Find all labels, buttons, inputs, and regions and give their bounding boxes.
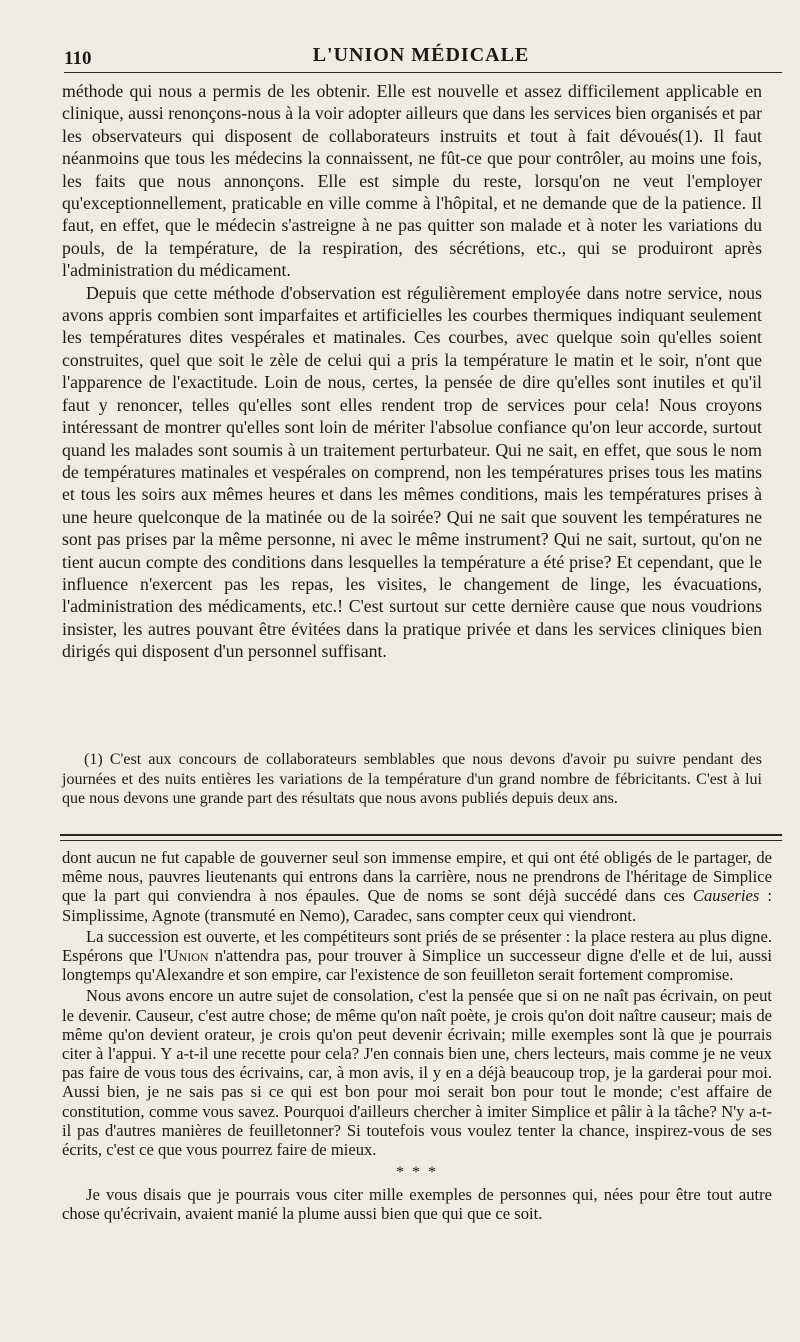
feuilleton-text: dont aucun ne fut capable de gouverner seul son immense empire, et qui ont été obligés de le partager, de même nous, pauvres lieutenants qui entrons dans la carrière, nous ne prendrons de l'héritage de Simplice que la part qui conviendra à nos épaules. Que de noms se sont déjà succédé dans ces — [62, 848, 772, 906]
page-number: 110 — [64, 48, 92, 69]
footnote — [62, 750, 762, 809]
main-text — [62, 80, 762, 663]
paragraph: méthode qui nous a permis de les obtenir. Elle est nouvelle et assez difficilement applicable en clinique, aussi renonçons-nous à la voir adopter ailleurs que dans les services bien organisés et par les observateurs qui disposent de collaborateurs instruits et tout à fait dévoués(1). Il faut néanmoins que tous les médecins la connaissent, ne fût-ce que pour contrôler, au moins une fois, les faits que nous annonçons. Elle est simple du reste, lorsqu'on ne veut l'employer qu'exceptionnellement, praticable en ville comme à l'hôpital, et ne demande que de la patience. Il faut, en effet, que le médecin s'astreigne à ne pas quitter son malade et à noter les variations du pouls, de la température, de la respiration, des sécrétions, etc., qui se produiront après l'administration du médicament. — [62, 81, 762, 281]
journal-name: Union — [166, 946, 209, 966]
feuilleton-paragraph — [62, 848, 772, 925]
page-header — [64, 40, 778, 70]
feuilleton-text: La succession est ouverte, et les compétiteurs sont priés de se présenter : la place restera au plus digne. Espérons que l' — [62, 926, 772, 966]
causeries-title: Causeries — [692, 886, 760, 906]
running-title: L'UNION MÉDICALE — [312, 44, 530, 66]
feuilleton-paragraph: Nous avons encore un autre sujet de consolation, c'est la pensée que si on ne naît pas écrivain, on peut le devenir. Causeur, c'est autre chose; de même qu'on naît poète, je crois qu'on doit naître causeur; mais de même qu'on devient orateur, je crois qu'on peut devenir écrivain; mille exemples sont là que je pourrais citer à l'appui. Y a-t-il une recette pour cela? J'en connais bien une, chers lecteurs, mais comme je ne veux pas faire de vous tous des écrivains, car, à mon avis, il y en a déjà beaucoup trop, je la garderai pour moi. Aussi bien, je ne sais pas si ce qui est bon pour moi serait bon pour tout le monde; c'est affaire de constitution, comme vous savez. Pourquoi d'ailleurs chercher à imiter Simplice et pâlir à la tâche? N'y a-t-il pas d'autres manières de feuilletonner? Si toutefois vous voulez tenter la chance, inspirez-vous de ses écrits, c'est ce que vous pourrez faire de mieux. — [62, 986, 772, 1160]
feuilleton-separator — [60, 834, 782, 841]
feuilleton-text: n'attendra pas, pour trouver à Simplice un successeur digne d'elle et de lui, aussi longtemps qu'Alexandre et son empire, car l'existence de son feuilleton serait fortement compromise. — [62, 946, 772, 985]
feuilleton-text: : Simplissime, Agnote (transmuté en Nemo), Caradec, sans compter ceux qui viendront. — [62, 886, 772, 925]
paragraph: Depuis que cette méthode d'observation est régulièrement employée dans notre service, nous avons appris combien sont imparfaites et artificielles les courbes thermiques indiquant seulement les températures dites vespérales et matinales. Ces courbes, avec quelque soin qu'elles soient construites, quel que soit le zèle de celui qui a pris la température le matin et le soir, n'ont que l'apparence de l'exactitude. Loin de nous, certes, la pensée de dire qu'elles sont inutiles et qu'il faut y renoncer, telles qu'elles sont elles rendent trop de services pour cela! Nous croyons intéressant de montrer qu'elles sont loin de mériter l'absolue confiance qu'on leur accorde, surtout quand les malades sont soumis à un traitement perturbateur. Qui ne sait, en effet, que sous le nom de températures matinales et vespérales on comprend, non les températures prises tous les matins et tous les soirs aux mêmes heures et dans les mêmes conditions, mais les températures prises à une heure quelconque de la matinée ou de la soirée? Qui ne sait que souvent les températures ne sont pas prises par la même personne, ni avec le même instrument? Qui ne sait, surtout, qu'on ne tient aucun compte des conditions dans lesquelles la température a été prise? Et cependant, que le influence n'exercent pas les repas, les visites, le changement de linge, les évacuations, l'administration des médicaments, etc.! C'est surtout sur cette dernière cause que nous voudrions insister, les autres pouvant être évitées dans la pratique privée et dans les services cliniques bien dirigés qui disposent d'un personnel suffisant. — [62, 282, 762, 662]
feuilleton-section — [62, 848, 772, 1224]
section-stars: * * * — [396, 1164, 438, 1182]
feuilleton-paragraph: Je vous disais que je pourrais vous citer mille exemples de personnes qui, nées pour être tout autre chose qu'écrivain, avaient manié la plume aussi bien que qui que ce soit. — [62, 1185, 772, 1224]
footnote-text: (1) C'est aux concours de collaborateurs semblables que nous devons d'avoir pu suivre pendant des journées et des nuits entières les variations de la température d'un grand nombre de fébricitants. C'est à lui que nous devons une grande part des résultats que nous avons publiés depuis deux ans. — [62, 751, 762, 808]
header-rule — [64, 72, 782, 73]
feuilleton-paragraph — [62, 927, 772, 985]
